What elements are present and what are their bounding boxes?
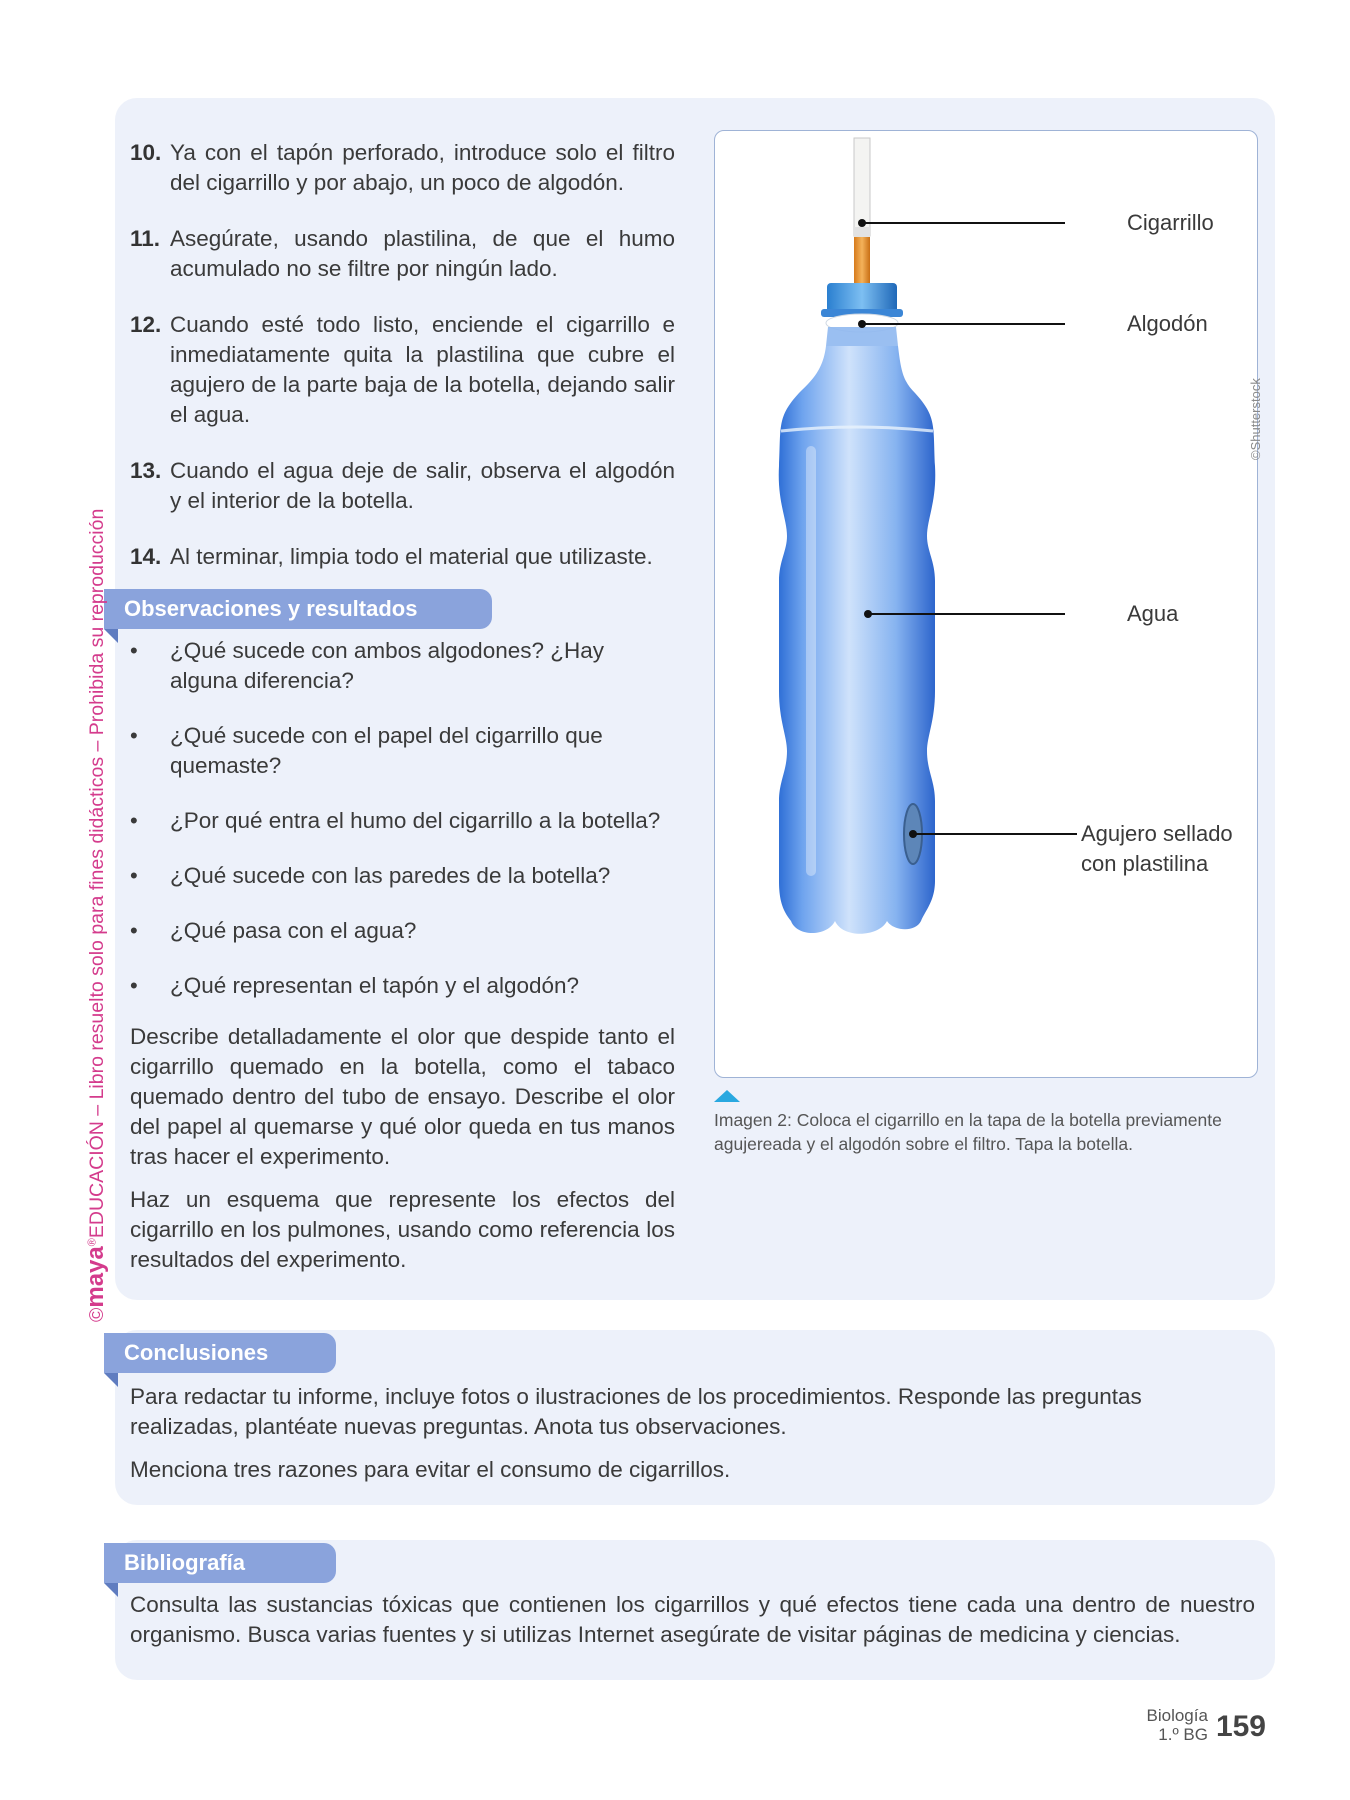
leader-dot <box>858 320 866 328</box>
leader-dot <box>864 610 872 618</box>
list-item: • ¿Qué pasa con el agua? <box>130 916 675 946</box>
footer-subject <box>1147 1706 1208 1744</box>
caption-arrow-icon <box>714 1090 740 1102</box>
step-11 <box>130 224 675 284</box>
step-14 <box>130 542 675 572</box>
bottle-cap <box>827 283 897 313</box>
subject-name: Biología <box>1146 1706 1208 1725</box>
conclusions-paragraph-1: Para redactar tu informe, incluye fotos o ilustraciones de los procedimientos. Responde las preguntas realizadas, plantéate nuevas preguntas. Anota tus observaciones. <box>130 1384 1142 1439</box>
esquema-paragraph: Haz un esquema que represente los efectos del cigarrillo en los pulmones, usando como referencia los resultados del experimento. <box>130 1187 675 1272</box>
label-agujero-line2: con plastilina <box>1081 851 1209 876</box>
registered-symbol: ® <box>86 1238 99 1247</box>
label-agujero-line1: Agujero sellado <box>1081 821 1233 846</box>
cigarette-band <box>854 227 870 237</box>
leader-dot <box>909 830 917 838</box>
figure-caption: Imagen 2: Coloca el cigarrillo en la tapa de la botella previamente agujereada y el algodón sobre el filtro. Tapa la botella. <box>714 1110 1222 1154</box>
list-item: • ¿Por qué entra el humo del cigarrillo a la botella? <box>130 806 675 836</box>
label-cigarrillo: Cigarrillo <box>1127 210 1214 235</box>
step-number: 14. <box>130 544 162 569</box>
step-10 <box>130 138 675 198</box>
cigarette-filter <box>854 237 870 285</box>
step-13 <box>130 456 675 516</box>
page-number: 159 <box>1215 1710 1266 1743</box>
step-text: Ya con el tapón perforado, introduce solo el filtro del cigarrillo y por abajo, un poco de algodón. <box>170 140 675 195</box>
list-item: • ¿Qué representan el tapón y el algodón? <box>130 971 675 1001</box>
list-item: • ¿Qué sucede con las paredes de la botella? <box>130 861 675 891</box>
copyright-sidebar <box>82 509 110 1322</box>
step-text: Al terminar, limpia todo el material que utilizaste. <box>170 544 653 569</box>
list-item: • ¿Qué sucede con ambos algodones? ¿Hay alguna diferencia? <box>130 636 675 696</box>
step-number: 12. <box>130 312 162 337</box>
grade-name: 1.º BG <box>1158 1725 1208 1744</box>
step-12 <box>130 310 675 430</box>
describe-paragraph: Describe detalladamente el olor que despide tanto el cigarrillo quemado en la botella, como el tabaco quemado dentro del tubo de ensayo. Describe el olor del papel al quemarse y qué olor queda en tus manos tras hacer el experimento. <box>130 1024 675 1169</box>
bottle-figure <box>714 130 1258 1078</box>
leader-dot <box>858 219 866 227</box>
step-text: Cuando el agua deje de salir, observa el algodón y el interior de la botella. <box>170 458 675 513</box>
copyright-text: EDUCACIÓN – Libro resuelto solo para fines didácticos – Prohibida su reproducción <box>86 508 108 1239</box>
step-number: 11. <box>130 226 161 251</box>
label-algodon: Algodón <box>1127 311 1208 336</box>
section-tag-observaciones: Observaciones y resultados <box>104 589 492 629</box>
observation-questions <box>130 636 675 1026</box>
section-tag-conclusiones: Conclusiones <box>104 1333 336 1373</box>
step-number: 10. <box>130 140 162 165</box>
procedure-steps <box>130 138 675 598</box>
bottle-neck <box>826 327 898 346</box>
image-credit: ©Shutterstock <box>1248 378 1263 460</box>
step-number: 13. <box>130 458 162 483</box>
bibliography-paragraph: Consulta las sustancias tóxicas que contienen los cigarrillos y qué efectos tiene cada una dentro de nuestro organismo. Busca varias fuentes y si utilizas Internet asegúrate de visitar páginas de medicina y ciencias. <box>130 1592 1255 1647</box>
copyright-symbol: © <box>86 1307 108 1322</box>
conclusions-paragraph-2: Menciona tres razones para evitar el consumo de cigarrillos. <box>130 1457 731 1482</box>
list-item: • ¿Qué sucede con el papel del cigarrillo que quemaste? <box>130 721 675 781</box>
step-text: Cuando esté todo listo, enciende el cigarrillo e inmediatamente quita la plastilina que cubre el agujero de la parte baja de la botella, dejando salir el agua. <box>170 312 675 427</box>
page-footer <box>1147 1706 1267 1744</box>
brand-logo: maya <box>82 1246 109 1308</box>
label-agujero <box>1081 819 1233 879</box>
step-text: Asegúrate, usando plastilina, de que el humo acumulado no se filtre por ningún lado. <box>170 226 675 281</box>
label-agua: Agua <box>1127 601 1179 626</box>
section-tag-bibliografia: Bibliografía <box>104 1543 336 1583</box>
